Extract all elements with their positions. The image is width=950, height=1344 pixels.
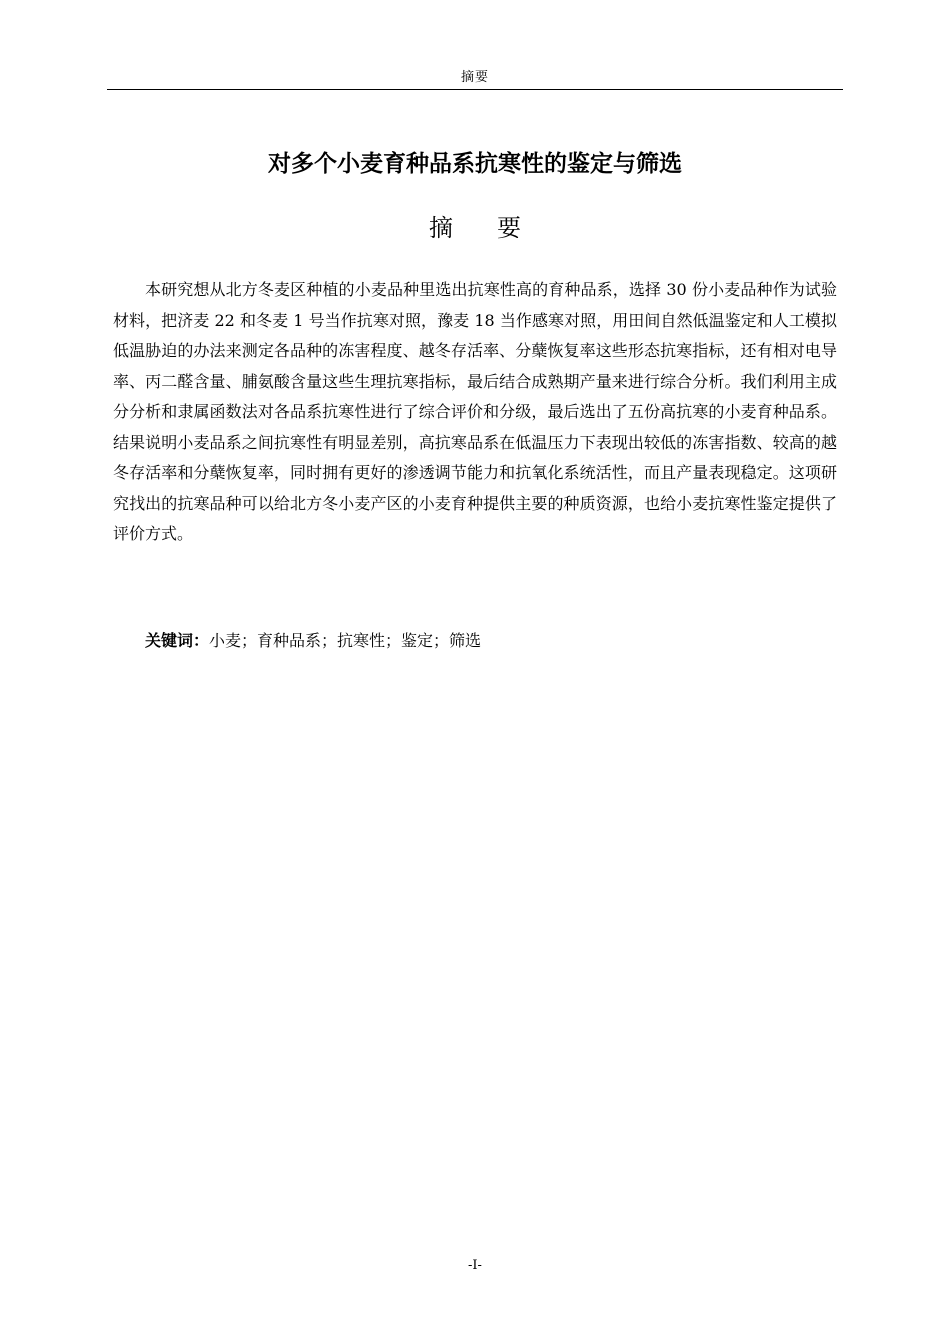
- abstract-paragraph: 本研究想从北方冬麦区种植的小麦品种里选出抗寒性高的育种品系，选择 30 份小麦品种作为试验材料，把济麦 22 和冬麦 1 号当作抗寒对照，豫麦 18 当作感寒对照，用田间自然低温鉴定和人工模拟低温胁迫的办法来测定各品种的冻害程度、越冬存活率、分蘖恢复率这些形态抗寒指标，还有相对电导率、丙二醛含量、脯氨酸含量这些生理抗寒指标，最后结合成熟期产量来进行综合分析。我们利用主成分分析和隶属函数法对各品系抗寒性进行了综合评价和分级，最后选出了五份高抗寒的小麦育种品系。结果说明小麦品系之间抗寒性有明显差别，高抗寒品系在低温压力下表现出较低的冻害指数、较高的越冬存活率和分蘖恢复率，同时拥有更好的渗透调节能力和抗氧化系统活性，而且产量表现稳定。这项研究找出的抗寒品种可以给北方冬小麦产区的小麦育种提供主要的种质资源，也给小麦抗寒性鉴定提供了评价方式。: [113, 280, 837, 543]
- keywords-line: [113, 626, 837, 656]
- page-number: -I-: [468, 1258, 482, 1273]
- document-title: 对多个小麦育种品系抗寒性的鉴定与筛选: [268, 151, 682, 177]
- keywords-label: 关键词：: [145, 631, 210, 650]
- running-header: 摘要: [460, 70, 489, 85]
- abstract-heading: 摘要: [429, 214, 565, 242]
- header-divider: [107, 89, 843, 90]
- keywords-text: 小麦；育种品系；抗寒性；鉴定；筛选: [209, 631, 482, 650]
